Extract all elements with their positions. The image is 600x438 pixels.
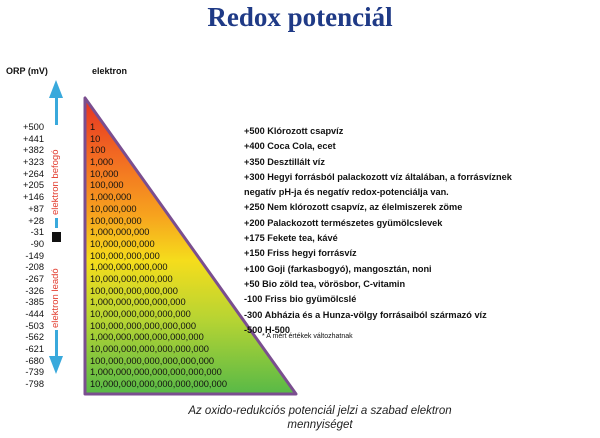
orp-value: -149 bbox=[25, 250, 44, 261]
orp-value: +441 bbox=[23, 133, 44, 144]
orp-value: -326 bbox=[25, 285, 44, 296]
electron-count: 1,000,000,000 bbox=[90, 227, 150, 238]
electron-count: 10,000 bbox=[90, 168, 119, 179]
orp-value: +264 bbox=[23, 168, 44, 179]
orp-header: ORP (mV) bbox=[6, 66, 48, 76]
electron-count: 1 bbox=[90, 122, 96, 132]
electron-count: 1,000,000 bbox=[90, 192, 132, 203]
electron-count: 100,000,000 bbox=[90, 215, 142, 226]
orp-value: +87 bbox=[28, 203, 44, 214]
electron-count: 100,000,000,000,000,000,000 bbox=[90, 355, 215, 366]
description-line: -100 Friss bio gyümölcslé bbox=[244, 294, 357, 305]
orp-value: -267 bbox=[25, 273, 44, 284]
orp-value: -444 bbox=[25, 309, 44, 319]
description-list bbox=[244, 124, 600, 338]
electron-count: 10,000,000,000,000 bbox=[90, 273, 173, 284]
electron-count: 10 bbox=[90, 133, 101, 144]
orp-value: +323 bbox=[23, 157, 44, 168]
description-line: +100 Goji (farkasbogyó), mangosztán, noni bbox=[244, 263, 432, 274]
description-line: +175 Fekete tea, kávé bbox=[244, 233, 338, 244]
orp-value: +28 bbox=[28, 215, 44, 226]
description-line: +350 Desztillált víz bbox=[244, 156, 325, 167]
orp-value: +500 bbox=[23, 122, 44, 132]
electron-count: 10,000,000,000,000,000,000 bbox=[90, 344, 209, 355]
electron-count: 10,000,000,000,000,000,000,000 bbox=[90, 379, 228, 390]
orp-value: +146 bbox=[23, 192, 44, 203]
caption-line-2: mennyiséget bbox=[287, 419, 353, 431]
orp-value: -621 bbox=[25, 344, 44, 355]
description-line: +500 Klórozott csapvíz bbox=[244, 126, 344, 136]
orp-value: -31 bbox=[30, 227, 44, 238]
electron-count: 10,000,000,000 bbox=[90, 238, 155, 249]
description-line: +50 Bio zöld tea, vörösbor, C-vitamin bbox=[244, 278, 406, 289]
description-line: +250 Nem klórozott csapvíz, az élelmiszerek zöme bbox=[244, 202, 463, 213]
orp-value: -562 bbox=[25, 332, 44, 343]
label-electron-donor: elektron leadó bbox=[50, 268, 61, 328]
electron-value-list bbox=[90, 122, 227, 391]
electron-count: 1,000,000,000,000 bbox=[90, 262, 168, 273]
description-line: -300 Abházia és a Hunza-völgy forrásaiból származó víz bbox=[244, 309, 487, 320]
electron-count: 100 bbox=[90, 145, 106, 156]
electron-count: 100,000 bbox=[90, 180, 124, 191]
page-title: Redox potenciál bbox=[207, 2, 393, 32]
electron-count: 1,000,000,000,000,000,000,000 bbox=[90, 367, 222, 378]
electron-count: 100,000,000,000,000 bbox=[90, 285, 178, 296]
description-line: +150 Friss hegyi forrásvíz bbox=[244, 248, 357, 259]
description-line: -500 H-500 bbox=[244, 324, 290, 335]
description-line: +200 Palackozott természetes gyümölcslevek bbox=[244, 217, 443, 228]
orp-value: +382 bbox=[23, 145, 44, 156]
electron-header: elektron bbox=[92, 66, 128, 76]
caption bbox=[40, 404, 600, 432]
description-line: +400 Coca Cola, ecet bbox=[244, 141, 336, 152]
description-line: +300 Hegyi forrásból palackozott víz általában, a forrásvíznek bbox=[244, 171, 512, 182]
electron-count: 10,000,000,000,000,000 bbox=[90, 309, 191, 319]
orp-value: -208 bbox=[25, 262, 44, 273]
description-line: negatív pH-ja és negatív redox-potenciálja van. bbox=[244, 187, 449, 198]
electron-count: 1,000,000,000,000,000,000 bbox=[90, 332, 204, 343]
electron-count: 100,000,000,000,000,000 bbox=[90, 320, 196, 331]
orp-value: -503 bbox=[25, 320, 44, 331]
measurement-note: * A mért értékek változhatnak bbox=[262, 333, 353, 340]
orp-value: -680 bbox=[25, 355, 44, 366]
electron-count: 100,000,000,000 bbox=[90, 250, 160, 261]
orp-value: +205 bbox=[23, 180, 44, 191]
orp-value: -385 bbox=[25, 297, 44, 308]
orp-value: -90 bbox=[30, 238, 44, 249]
electron-count: 10,000,000 bbox=[90, 203, 137, 214]
orp-value: -739 bbox=[25, 367, 44, 378]
caption-line-1: Az oxido-redukciós potenciál jelzi a szabad elektron bbox=[188, 405, 452, 417]
electron-count: 1,000 bbox=[90, 157, 114, 168]
orp-value: -798 bbox=[25, 379, 44, 390]
electron-count: 1,000,000,000,000,000 bbox=[90, 297, 186, 308]
label-electron-acceptor: elektron befogó bbox=[50, 149, 61, 215]
